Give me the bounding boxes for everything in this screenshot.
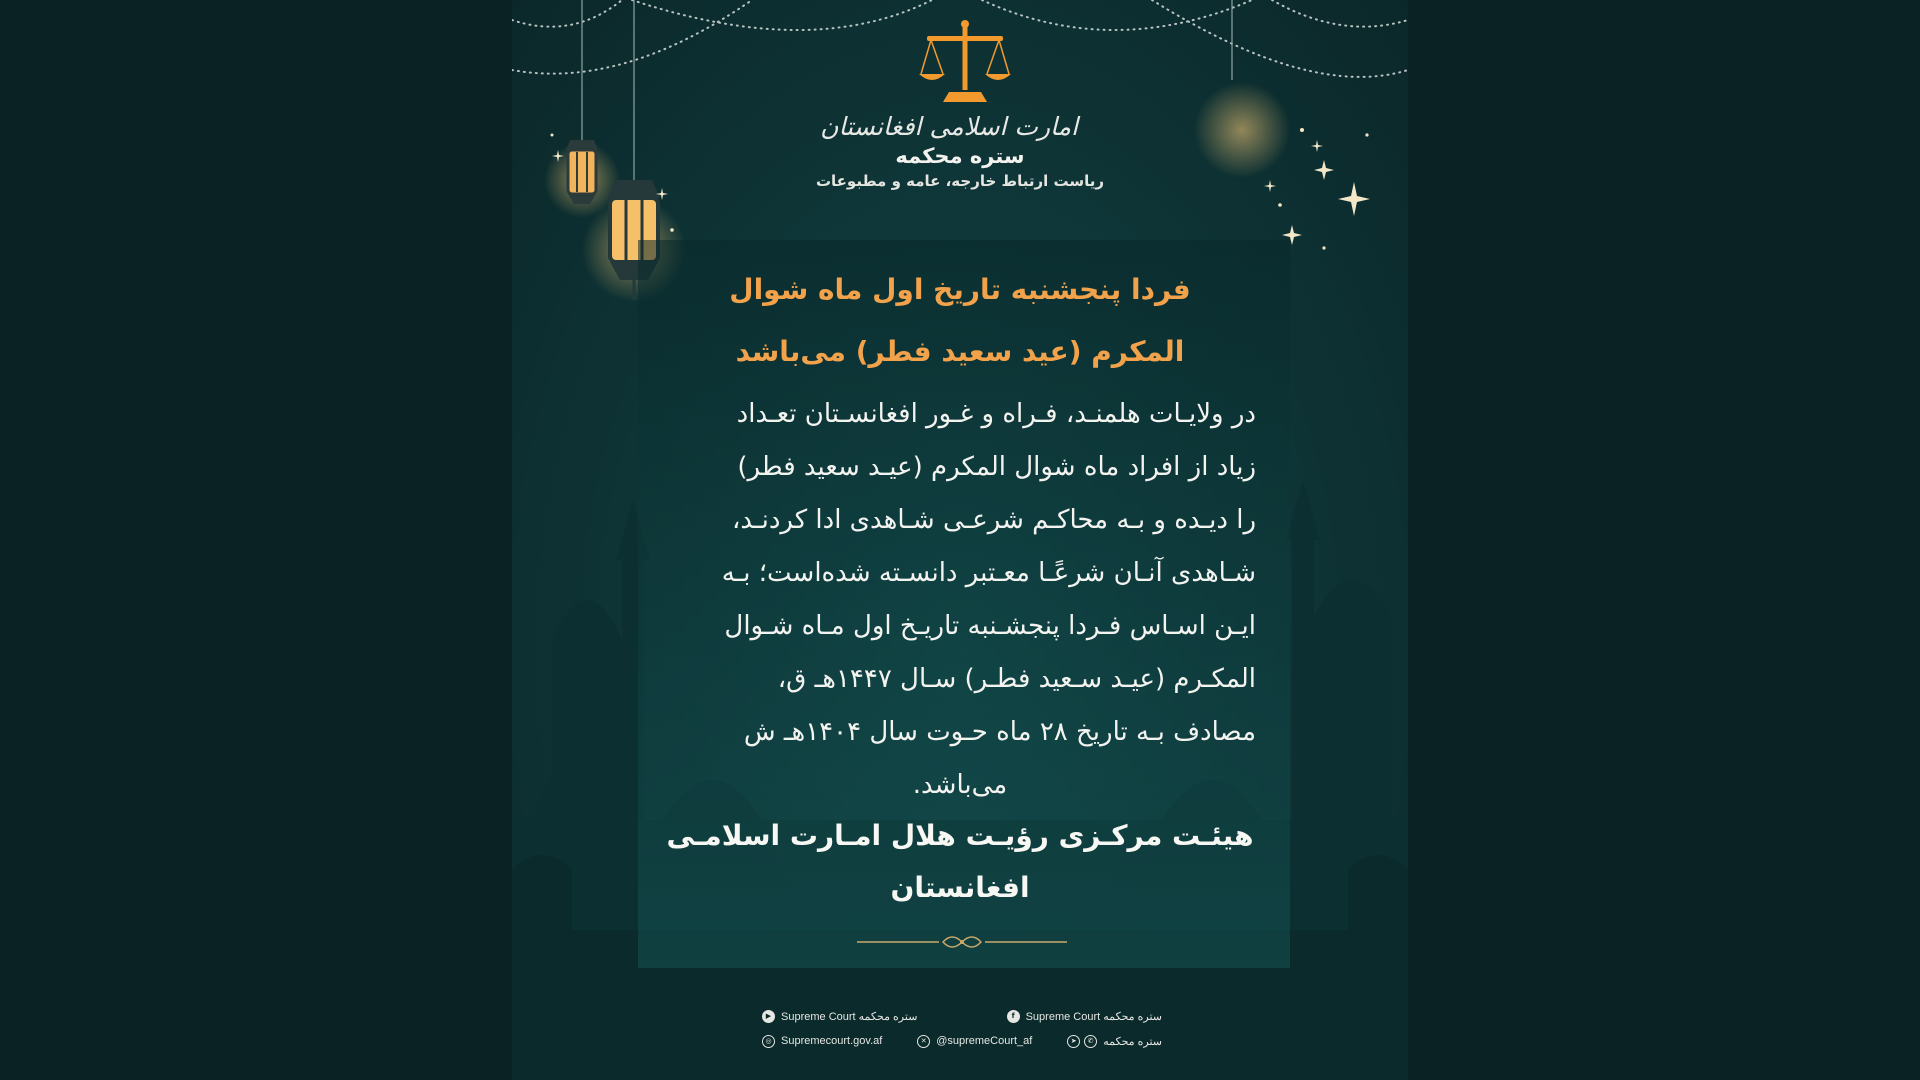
body-line: المکـرم (عیـد سـعید فطـر) سـال ۱۴۴۷هـ ق، (777, 664, 1256, 694)
brand-name: ستره محکمه (895, 144, 1025, 168)
brand-subtitle: ریاست ارتباط خارجه، عامه و مطبوعات (815, 172, 1105, 190)
crescent-moon-icon (1194, 82, 1290, 178)
youtube-link[interactable] (762, 1010, 917, 1023)
youtube-icon: ▶ (762, 1010, 775, 1023)
ornament-divider-icon (857, 932, 1067, 952)
headline-line: فردا پنجشنبه تاریخ اول ماه شوال (729, 273, 1191, 306)
facebook-label: Supreme Court ستره محکمه (1025, 1010, 1162, 1023)
x-link[interactable] (917, 1035, 1032, 1048)
body-line: زیاد از افراد ماه شوال المکرم (عیـد سعید فطر) (737, 452, 1256, 482)
scales-of-justice-icon (917, 14, 1013, 110)
social-links-row (762, 1006, 1162, 1026)
facebook-icon: f (1007, 1010, 1020, 1023)
body-line: در ولایـات هلمنـد، فـراه و غـور افغانسـتان تعـداد (736, 399, 1256, 429)
messenger-links[interactable] (1067, 1035, 1162, 1048)
announcement-poster (512, 0, 1408, 1080)
telegram-icon: ➤ (1067, 1035, 1080, 1048)
contact-links-row (762, 1031, 1162, 1051)
x-handle-label: @supremeCourt_af (936, 1035, 1033, 1047)
website-label: Supremecourt.gov.af (781, 1035, 883, 1047)
whatsapp-icon: ✆ (1084, 1035, 1097, 1048)
youtube-label: Supreme Court ستره محکمه (781, 1010, 918, 1023)
signature (664, 810, 1256, 914)
signature-line: هیئـت مرکـزی رؤیـت هلال امـارت اسلامـی (666, 819, 1254, 852)
headline-line: المکرم (عید سعید فطر) می‌باشد (735, 335, 1185, 368)
x-icon: ✕ (917, 1035, 930, 1048)
body-line: را دیـده و بـه محاکـم شرعـی شـاهدی ادا کردنـد، (731, 505, 1256, 535)
website-link[interactable] (762, 1035, 882, 1048)
announcement-body (664, 388, 1256, 812)
facebook-link[interactable] (1007, 1010, 1162, 1023)
messenger-label: ستره محکمه (1103, 1035, 1162, 1048)
body-line: شـاهدی آنـان شرعًـا معـتبر دانسـته شده‌است؛ بـه (721, 558, 1256, 588)
brand-calligraphy: امارت اسلامی افغانستان (820, 112, 1078, 141)
globe-icon: ◎ (762, 1035, 775, 1048)
messenger-icons (1067, 1035, 1097, 1048)
signature-line: افغانستان (890, 871, 1030, 904)
headline (662, 264, 1258, 388)
body-line: مصادف بـه تاریخ ۲۸ ماه حـوت سال ۱۴۰۴هـ ش (743, 717, 1256, 747)
body-line: ایـن اسـاس فـردا پنجشـنبه تاریـخ اول مـاه شـوال (724, 611, 1256, 641)
body-line: می‌باشد. (912, 770, 1008, 800)
